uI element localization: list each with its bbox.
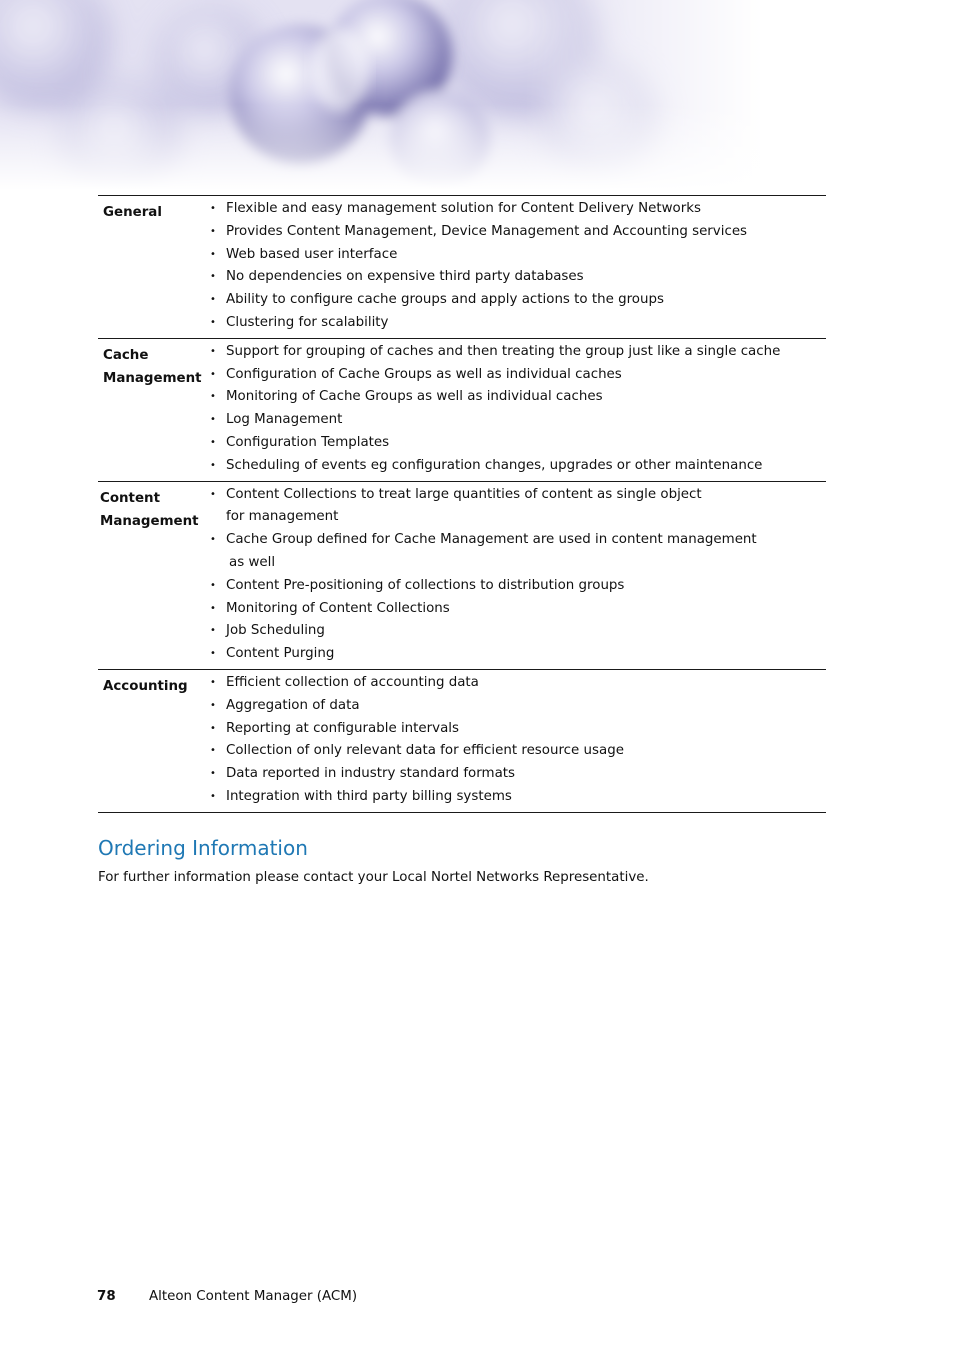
- list-item: [210, 198, 826, 221]
- list-item: [210, 643, 826, 666]
- list-item: [210, 244, 826, 267]
- list-item-text: Monitoring of Cache Groups as well as individual caches: [226, 389, 603, 405]
- list-item-text: Reporting at configurable intervals: [226, 720, 459, 736]
- list-item-text: Data reported in industry standard formats: [226, 766, 515, 782]
- feature-row-cache-management: [98, 338, 826, 481]
- feature-label-line: Cache: [103, 347, 149, 363]
- page-footer: [97, 1289, 357, 1304]
- feature-row-content-management: [98, 481, 826, 669]
- list-item: [210, 409, 826, 432]
- feature-row-general: [98, 195, 826, 338]
- list-item-text: Configuration Templates: [226, 434, 390, 450]
- list-item: [210, 763, 826, 786]
- list-item: [210, 455, 826, 478]
- list-item: [210, 266, 826, 289]
- document-title: Alteon Content Manager (ACM): [149, 1289, 358, 1304]
- feature-label-line: Content: [100, 490, 160, 506]
- list-item-text: Web based user interface: [226, 246, 398, 262]
- ordering-text: For further information please contact your Local Nortel Networks Representative.: [98, 870, 649, 885]
- list-item-text: • Content Collections to treat large quantities of content as single object: [226, 486, 702, 502]
- feature-label-line: General: [103, 205, 162, 220]
- list-item: [210, 484, 826, 530]
- list-item-text: Aggregation of data: [226, 697, 360, 713]
- list-item: [210, 221, 826, 244]
- feature-label: [98, 670, 210, 812]
- list-item-text: Integration with third party billing systems: [226, 788, 512, 804]
- feature-label: [98, 196, 210, 338]
- list-item: [210, 695, 826, 718]
- list-item-text: for management: [226, 509, 339, 525]
- list-item-text: Provides Content Management, Device Management and Accounting services: [226, 223, 748, 239]
- feature-table: [98, 195, 826, 813]
- ordering-heading: Ordering Information: [98, 836, 308, 860]
- list-item: [210, 364, 826, 387]
- list-item: [210, 386, 826, 409]
- feature-list: [210, 339, 826, 481]
- page-number: 78: [97, 1289, 116, 1304]
- list-item-text: Support for grouping of caches and then treating the group just like a single cache: [226, 343, 781, 359]
- list-item-text: Log Management: [226, 412, 343, 428]
- list-item: [210, 575, 826, 598]
- list-item-text: Content Purging: [226, 646, 335, 662]
- list-item-text: Scheduling of events eg configuration changes, upgrades or other maintenance: [226, 457, 763, 473]
- list-item-text: Content Pre-positioning of collections to distribution groups: [226, 577, 625, 593]
- list-item-text: Configuration of Cache Groups as well as individual caches: [226, 366, 622, 382]
- feature-label: [98, 482, 210, 669]
- list-item: [210, 598, 826, 621]
- feature-label: [98, 339, 210, 481]
- list-item-text: Ability to configure cache groups and apply actions to the groups: [226, 292, 664, 308]
- feature-label-line: Management: [100, 513, 199, 529]
- list-item: [210, 529, 826, 575]
- list-item: [210, 718, 826, 741]
- list-item-text: Monitoring of Content Collections: [226, 600, 450, 616]
- list-item-text: Job Scheduling: [226, 623, 325, 639]
- list-item: [210, 432, 826, 455]
- feature-list: [210, 670, 826, 812]
- list-item: [210, 672, 826, 695]
- list-item: [210, 620, 826, 643]
- header-image: [0, 0, 954, 190]
- list-item-text: Clustering for scalability: [226, 314, 389, 330]
- list-item-text: Flexible and easy management solution for Content Delivery Networks: [226, 201, 701, 216]
- feature-list: [210, 196, 826, 338]
- list-item-text: Efficient collection of accounting data: [226, 674, 479, 690]
- list-item: [210, 312, 826, 335]
- list-item-text: • Cache Group defined for Cache Management are used in content management: [226, 532, 757, 548]
- feature-list: [210, 482, 826, 669]
- list-item: [210, 740, 826, 763]
- list-item: [210, 341, 826, 364]
- feature-label-line: Management: [103, 370, 202, 386]
- spheres-photo: [0, 0, 954, 190]
- list-item-text: Collection of only relevant data for efficient resource usage: [226, 743, 624, 759]
- feature-label-line: Accounting: [103, 678, 188, 694]
- list-item: [210, 289, 826, 312]
- feature-row-accounting: [98, 669, 826, 813]
- list-item-text: No dependencies on expensive third party databases: [226, 269, 584, 285]
- list-item-text: as well: [229, 554, 276, 570]
- list-item: [210, 786, 826, 809]
